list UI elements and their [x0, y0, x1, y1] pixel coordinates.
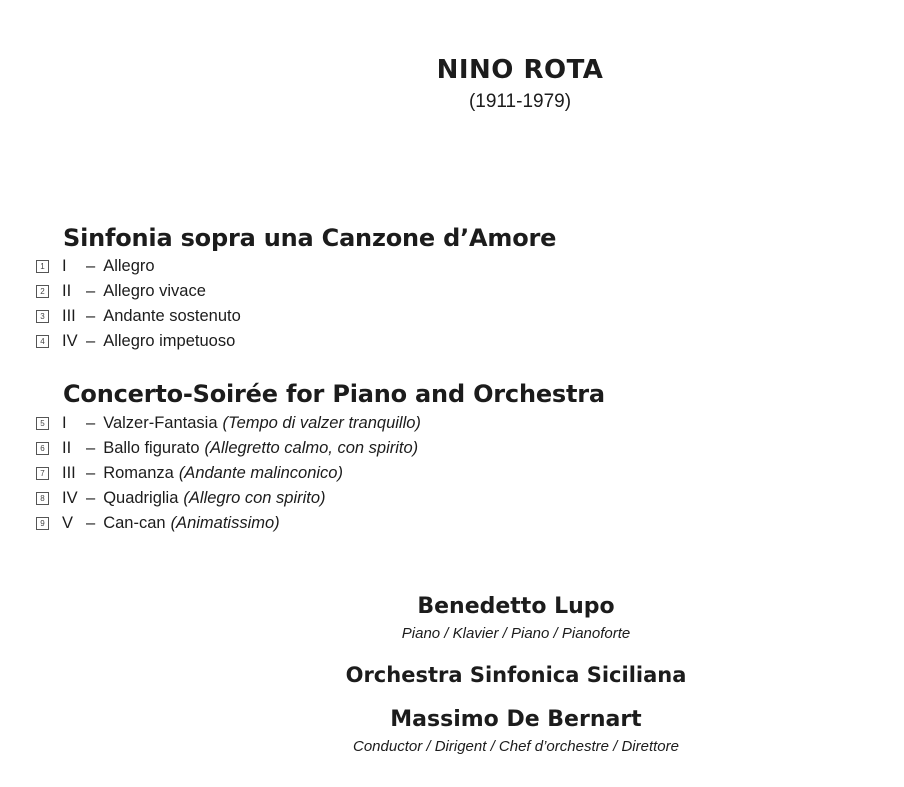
track-number: 4 — [36, 335, 49, 348]
dash: – — [86, 332, 96, 350]
track-item — [36, 254, 241, 279]
movement-numeral: III — [62, 307, 76, 325]
dash: – — [86, 257, 96, 275]
dash: – — [86, 464, 96, 482]
movement-name: Andante sostenuto — [103, 307, 241, 325]
movement-name: Romanza — [103, 464, 174, 482]
movement-numeral: I — [62, 257, 67, 275]
track-number: 5 — [36, 417, 49, 430]
track-number: 7 — [36, 467, 49, 480]
movement-name: Allegro impetuoso — [103, 332, 236, 350]
movement-name: Allegro — [103, 257, 155, 275]
tempo-marking: (Tempo di valzer tranquillo) — [222, 414, 421, 432]
dash: – — [86, 514, 96, 532]
performer-conductor-role: Conductor / Dirigent / Chef d’orchestre / Direttore — [353, 738, 679, 755]
movement-numeral: II — [62, 439, 72, 457]
movement-numeral: III — [62, 464, 76, 482]
track-list-concerto — [36, 411, 421, 536]
track-item — [36, 511, 421, 536]
movement-name: Quadriglia — [103, 489, 179, 507]
composer-name: NINO ROTA — [436, 55, 604, 85]
movement-numeral: II — [62, 282, 72, 300]
performer-orchestra: Orchestra Sinfonica Siciliana — [345, 663, 687, 687]
track-number: 1 — [36, 260, 49, 273]
dash: – — [86, 414, 96, 432]
track-item — [36, 486, 421, 511]
track-number: 2 — [36, 285, 49, 298]
track-item — [36, 436, 421, 461]
movement-name: Ballo figurato — [103, 439, 200, 457]
work-title-sinfonia: Sinfonia sopra una Canzone d’Amore — [63, 224, 557, 252]
dash: – — [86, 282, 96, 300]
movement-numeral: IV — [62, 489, 78, 507]
movement-name: Valzer-Fantasia — [103, 414, 218, 432]
track-list-sinfonia — [36, 254, 241, 354]
track-item — [36, 411, 421, 436]
movement-name: Can-can — [103, 514, 166, 532]
track-item — [36, 304, 241, 329]
dash: – — [86, 439, 96, 457]
track-number: 9 — [36, 517, 49, 530]
track-number: 8 — [36, 492, 49, 505]
movement-name: Allegro vivace — [103, 282, 206, 300]
track-item — [36, 279, 241, 304]
track-item — [36, 461, 421, 486]
movement-numeral: IV — [62, 332, 78, 350]
tempo-marking: (Animatissimo) — [170, 514, 280, 532]
track-number: 6 — [36, 442, 49, 455]
dash: – — [86, 307, 96, 325]
performer-pianist: Benedetto Lupo — [417, 594, 615, 619]
work-title-concerto: Concerto-Soirée for Piano and Orchestra — [63, 380, 605, 408]
track-number: 3 — [36, 310, 49, 323]
tempo-marking: (Allegretto calmo, con spirito) — [204, 439, 419, 457]
track-item — [36, 329, 241, 354]
movement-numeral: I — [62, 414, 67, 432]
performer-pianist-role: Piano / Klavier / Piano / Pianoforte — [401, 625, 631, 642]
tempo-marking: (Andante malinconico) — [178, 464, 343, 482]
movement-numeral: V — [62, 514, 74, 532]
performer-conductor: Massimo De Bernart — [390, 707, 642, 732]
dash: – — [86, 489, 96, 507]
tempo-marking: (Allegro con spirito) — [183, 489, 326, 507]
composer-dates: (1911-1979) — [468, 91, 572, 112]
